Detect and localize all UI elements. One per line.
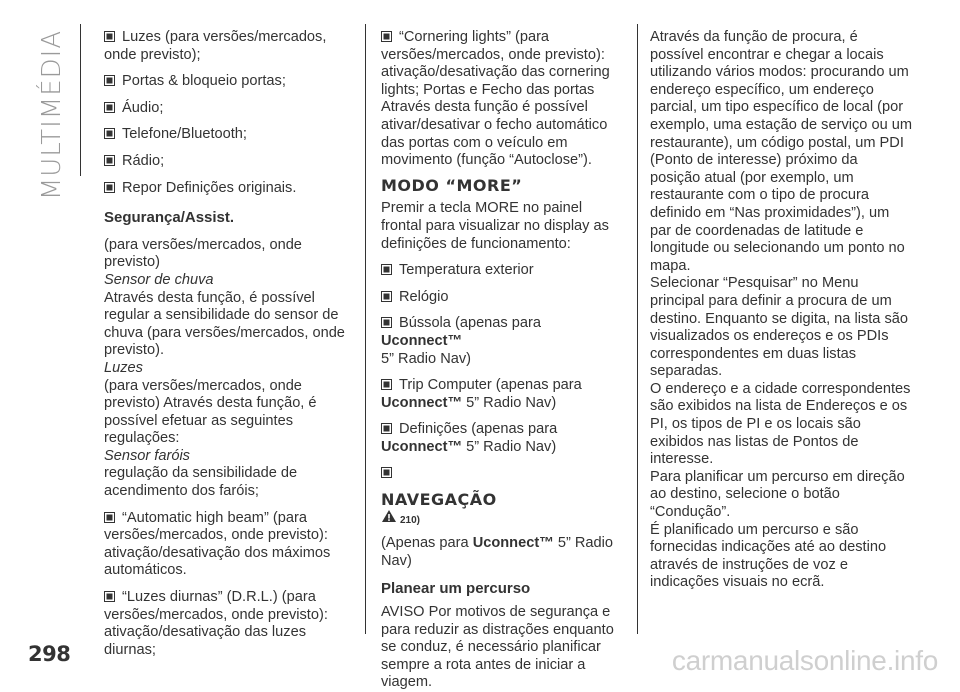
plan-route-text: AVISO Por motivos de segurança e para reduzir as distrações enquanto se conduz, é necessário planificar sempre a rota antes de iniciar a viagem. [381, 604, 614, 691]
lights-text: (para versões/mercados, onde previsto) Através desta função, é possível efetuar as seguintes regulações: [104, 377, 317, 447]
list-item: Portas & bloqueio portas; [104, 73, 358, 91]
warning-reference [381, 509, 420, 530]
navigation-heading: NAVEGAÇÃO [381, 490, 497, 510]
bullet-icon [381, 423, 392, 434]
intro-text: (para versões/mercados, onde previsto) [104, 236, 302, 271]
search-paragraph: Através da função de procura, é possível encontrar e chegar a locais utilizando vários modos: procurando um endereço específico, um endereço parcial, um tipo específico de local (por exemplo, uma estação de serviço ou um restaurante), um código postal, um PDI (Ponto de interesse) próximo da posição atual (por exemplo, um restaurante com o tipo de procura definido em “Nas proximidades”), um par de coordenadas de latitude e longitude ou selecionando um ponto no mapa. [650, 29, 913, 274]
column-2 [381, 29, 626, 692]
column-1 [104, 29, 358, 659]
headlight-sensor-text: regulação da sensibilidade de acendimento dos faróis; [104, 465, 298, 500]
address-paragraph: O endereço e a cidade correspondentes são exibidos na lista de Endereços e os PI, os tipos de PI e os locais são exibidos nas listas de Pontos de interesse. [650, 380, 911, 468]
bullet-icon [104, 31, 115, 42]
rain-sensor-title: Sensor de chuva [104, 271, 214, 288]
bullet-icon [104, 512, 115, 523]
section-heading: Segurança/Assist. [104, 209, 235, 227]
plan-route-heading: Planear um percurso [381, 580, 531, 598]
rain-sensor-text: Através desta função, é possível regular a sensibilidade do sensor de chuva (para versões/mercados, onde previsto). [104, 289, 345, 359]
bullet-icon [104, 102, 115, 113]
select-search-paragraph: Selecionar “Pesquisar” no Menu principal para definir a procura de um destino. Enquanto se digita, na lista são visualizados os endereços e os PDIs correspondentes em duas listas separadas. [650, 275, 908, 380]
list-item-empty [381, 465, 626, 483]
list-item: Telefone/Bluetooth; [104, 126, 358, 144]
list-item: “Luzes diurnas” (D.R.L.) (para versões/mercados, onde previsto): ativação/desativação das luzes diurnas; [104, 589, 328, 658]
bullet-icon [104, 75, 115, 86]
warning-triangle-icon [381, 509, 397, 523]
bullet-icon [104, 155, 115, 166]
bullet-icon [381, 379, 392, 390]
bullet-icon [104, 182, 115, 193]
list-item: Áudio; [104, 100, 358, 118]
list-item: Repor Definições originais. [104, 180, 358, 198]
list-item: Rádio; [104, 153, 358, 171]
more-mode-text: Premir a tecla MORE no painel frontal para visualizar no display as definições de funcionamento: [381, 200, 609, 252]
more-mode-heading: MODO “MORE” [381, 175, 523, 195]
column-divider-1 [365, 24, 366, 634]
route-paragraph: Para planificar um percurso em direção ao destino, selecione o botão “Condução”. [650, 468, 905, 521]
autoclose-text: Através desta função é possível ativar/desativar o fecho automático das portas com o veículo em movimento (função “Autoclose”). [381, 99, 608, 169]
bullet-icon [381, 31, 392, 42]
column-divider-2 [637, 24, 638, 634]
bullet-icon [381, 291, 392, 302]
section-label: MULTIMÉDIA [37, 29, 67, 201]
list-item: Relógio [381, 289, 626, 307]
watermark: carmanualsonline.info [671, 645, 938, 676]
list-item: “Cornering lights” (para versões/mercados, onde previsto): ativação/desativação das cornering lights; Portas e Fecho das portas [381, 29, 610, 98]
list-item: Trip Computer (apenas para Uconnect™ 5” Radio Nav) [381, 377, 582, 411]
headlight-sensor-title: Sensor faróis [104, 447, 190, 464]
guidance-paragraph: É planificado um percurso e são fornecidas indicações até ao destino através de instruções de voz e indicações visuais no ecrã. [650, 521, 887, 591]
column-3 [650, 29, 912, 592]
bullet-icon [381, 467, 392, 478]
bullet-icon [381, 264, 392, 275]
warning-ref-number: 210) [400, 514, 421, 526]
list-item: “Automatic high beam” (para versões/mercados, onde previsto): ativação/desativação dos máximos automáticos. [104, 509, 331, 579]
bullet-icon [104, 128, 115, 139]
list-item: Luzes (para versões/mercados, onde previsto); [104, 29, 327, 63]
list-item: Temperatura exterior [381, 262, 626, 280]
bullet-icon [104, 591, 115, 602]
navigation-availability: (Apenas para Uconnect™ 5” Radio Nav) [381, 535, 614, 569]
page-number: 298 [28, 642, 71, 666]
list-item: Bússola (apenas para Uconnect™ 5” Radio Nav) [381, 315, 541, 367]
section-rule [80, 24, 81, 176]
bullet-icon [381, 317, 392, 328]
lights-title: Luzes [104, 359, 143, 376]
list-item: Definições (apenas para Uconnect™ 5” Radio Nav) [381, 421, 558, 455]
